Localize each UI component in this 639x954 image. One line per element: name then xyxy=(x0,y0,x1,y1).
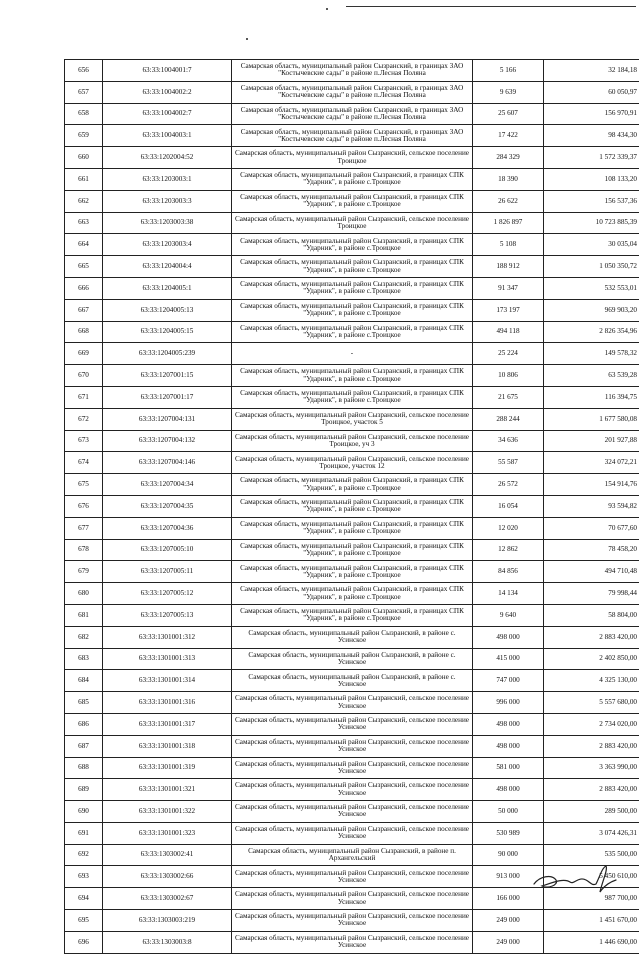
cadastral-number: 63:33:1301001:321 xyxy=(103,779,232,801)
plot-area: 5 108 xyxy=(473,234,544,256)
plot-area: 188 912 xyxy=(473,256,544,278)
row-number: 695 xyxy=(65,910,103,932)
row-number: 688 xyxy=(65,757,103,779)
cadastral-number: 63:33:1301001:314 xyxy=(103,670,232,692)
table-row xyxy=(65,386,639,408)
plot-area: 25 607 xyxy=(473,103,544,125)
row-number: 656 xyxy=(65,60,103,82)
table-row xyxy=(65,670,639,692)
table-row xyxy=(65,168,639,190)
plot-address: Самарская область, муниципальный район Сызранский, сельское поселение Усинское xyxy=(232,692,473,714)
plot-address: Самарская область, муниципальный район Сызранский, в границах СПК "Ударник", в районе с.Троицкое xyxy=(232,277,473,299)
cadastral-cost: 1 677 580,08 xyxy=(544,408,639,430)
cadastral-cost: 987 700,00 xyxy=(544,888,639,910)
row-number: 691 xyxy=(65,822,103,844)
row-number: 692 xyxy=(65,844,103,866)
row-number: 690 xyxy=(65,801,103,823)
cadastral-cost: 4 325 130,00 xyxy=(544,670,639,692)
cadastral-number: 63:33:1203003:1 xyxy=(103,168,232,190)
cadastral-cost: 108 133,20 xyxy=(544,168,639,190)
plot-address: Самарская область, муниципальный район Сызранский, в границах ЗАО "Костычевские сады" в районе п.Лесная Поляна xyxy=(232,81,473,103)
row-number: 665 xyxy=(65,256,103,278)
table-row xyxy=(65,648,639,670)
cadastral-cost: 2 826 354,96 xyxy=(544,321,639,343)
plot-area: 16 054 xyxy=(473,495,544,517)
table-row xyxy=(65,692,639,714)
plot-address: Самарская область, муниципальный район Сызранский, в границах СПК "Ударник", в районе с.Троицкое xyxy=(232,256,473,278)
plot-area: 498 000 xyxy=(473,626,544,648)
table-row xyxy=(65,713,639,735)
table-row xyxy=(65,757,639,779)
row-number: 678 xyxy=(65,539,103,561)
plot-area: 18 390 xyxy=(473,168,544,190)
cadastral-number: 63:33:1301001:318 xyxy=(103,735,232,757)
cadastral-cost: 154 914,76 xyxy=(544,474,639,496)
row-number: 663 xyxy=(65,212,103,234)
cadastral-cost: 93 594,82 xyxy=(544,495,639,517)
row-number: 664 xyxy=(65,234,103,256)
cadastral-cost: 10 723 885,39 xyxy=(544,212,639,234)
row-number: 667 xyxy=(65,299,103,321)
plot-address: Самарская область, муниципальный район Сызранский, сельское поселение Троицкое, уч 3 xyxy=(232,430,473,452)
plot-area: 50 000 xyxy=(473,801,544,823)
plot-area: 91 347 xyxy=(473,277,544,299)
plot-address: Самарская область, муниципальный район Сызранский, сельское поселение Усинское xyxy=(232,866,473,888)
row-number: 696 xyxy=(65,931,103,953)
plot-address: Самарская область, муниципальный район Сызранский, в границах СПК "Ударник", в районе с.Троицкое xyxy=(232,168,473,190)
cadastral-cost: 3 363 990,00 xyxy=(544,757,639,779)
cadastral-cost: 1 572 339,37 xyxy=(544,147,639,169)
plot-area: 17 422 xyxy=(473,125,544,147)
cadastral-cost: 532 553,01 xyxy=(544,277,639,299)
row-number: 689 xyxy=(65,779,103,801)
row-number: 679 xyxy=(65,561,103,583)
cadastral-number: 63:33:1303003:8 xyxy=(103,931,232,953)
cadastral-number: 63:33:1207005:10 xyxy=(103,539,232,561)
cadastral-cost: 5 557 680,00 xyxy=(544,692,639,714)
cadastral-cost: 98 434,30 xyxy=(544,125,639,147)
row-number: 673 xyxy=(65,430,103,452)
plot-address: Самарская область, муниципальный район Сызранский, в границах СПК "Ударник", в районе с.Троицкое xyxy=(232,299,473,321)
cadastral-number: 63:33:1204005:15 xyxy=(103,321,232,343)
cadastral-cost: 1 446 690,00 xyxy=(544,931,639,953)
plot-area: 166 000 xyxy=(473,888,544,910)
cadastral-number: 63:33:1004001:7 xyxy=(103,60,232,82)
plot-address: Самарская область, муниципальный район Сызранский, в границах СПК "Ударник", в районе с.Троицкое xyxy=(232,474,473,496)
cadastral-cost: 156 537,36 xyxy=(544,190,639,212)
cadastral-number: 63:33:1207005:13 xyxy=(103,604,232,626)
table-row xyxy=(65,125,639,147)
plot-area: 581 000 xyxy=(473,757,544,779)
top-rule xyxy=(346,6,636,7)
table-row xyxy=(65,343,639,365)
cadastral-cost: 1 451 670,00 xyxy=(544,910,639,932)
table-row xyxy=(65,931,639,953)
cadastral-number: 63:33:1301001:317 xyxy=(103,713,232,735)
cadastral-number: 63:33:1303003:219 xyxy=(103,910,232,932)
cadastral-cost: 494 710,48 xyxy=(544,561,639,583)
table-row xyxy=(65,822,639,844)
row-number: 661 xyxy=(65,168,103,190)
cadastral-number: 63:33:1301001:312 xyxy=(103,626,232,648)
cadastral-number: 63:33:1301001:313 xyxy=(103,648,232,670)
plot-area: 498 000 xyxy=(473,735,544,757)
cadastral-cost: 2 883 420,00 xyxy=(544,626,639,648)
table-row xyxy=(65,299,639,321)
row-number: 677 xyxy=(65,517,103,539)
plot-address: Самарская область, муниципальный район Сызранский, в границах СПК "Ударник", в районе с.Троицкое xyxy=(232,539,473,561)
table-row xyxy=(65,801,639,823)
row-number: 680 xyxy=(65,583,103,605)
plot-address: Самарская область, муниципальный район Сызранский, в границах СПК "Ударник", в районе с.Троицкое xyxy=(232,561,473,583)
cadastral-number: 63:33:1301001:323 xyxy=(103,822,232,844)
table-row xyxy=(65,430,639,452)
row-number: 686 xyxy=(65,713,103,735)
cadastral-number: 63:33:1301001:319 xyxy=(103,757,232,779)
plot-address: Самарская область, муниципальный район Сызранский, сельское поселение Усинское xyxy=(232,910,473,932)
cadastral-cost: 30 035,04 xyxy=(544,234,639,256)
plot-area: 249 000 xyxy=(473,931,544,953)
plot-address: Самарская область, муниципальный район Сызранский, сельское поселение Троицкое xyxy=(232,147,473,169)
cadastral-number: 63:33:1004002:7 xyxy=(103,103,232,125)
cadastral-cost: 969 903,20 xyxy=(544,299,639,321)
cadastral-number: 63:33:1303002:41 xyxy=(103,844,232,866)
plot-area: 288 244 xyxy=(473,408,544,430)
plot-area: 12 862 xyxy=(473,539,544,561)
table-row xyxy=(65,256,639,278)
row-number: 659 xyxy=(65,125,103,147)
cadastral-cost: 149 578,32 xyxy=(544,343,639,365)
plot-address: Самарская область, муниципальный район Сызранский, в районе с. Усинское xyxy=(232,626,473,648)
plot-address: Самарская область, муниципальный район Сызранский, в границах ЗАО "Костычевские сады" в районе п.Лесная Поляна xyxy=(232,125,473,147)
cadastral-cost: 1 050 350,72 xyxy=(544,256,639,278)
cadastral-number: 63:33:1207004:131 xyxy=(103,408,232,430)
table-row xyxy=(65,408,639,430)
cadastral-number: 63:33:1004003:1 xyxy=(103,125,232,147)
row-number: 687 xyxy=(65,735,103,757)
cadastral-number: 63:33:1207004:34 xyxy=(103,474,232,496)
land-plots-table xyxy=(64,59,639,954)
plot-area: 996 000 xyxy=(473,692,544,714)
plot-area: 9 639 xyxy=(473,81,544,103)
cadastral-cost: 70 677,60 xyxy=(544,517,639,539)
table-body xyxy=(65,60,639,954)
plot-area: 84 856 xyxy=(473,561,544,583)
plot-address: Самарская область, муниципальный район Сызранский, сельское поселение Усинское xyxy=(232,801,473,823)
table-row xyxy=(65,539,639,561)
plot-address: Самарская область, муниципальный район Сызранский, в районе п. Архангельский xyxy=(232,844,473,866)
table-row xyxy=(65,103,639,125)
cadastral-number: 63:33:1207005:11 xyxy=(103,561,232,583)
cadastral-number: 63:33:1303002:67 xyxy=(103,888,232,910)
table-row xyxy=(65,234,639,256)
table-row xyxy=(65,604,639,626)
cadastral-cost: 79 998,44 xyxy=(544,583,639,605)
plot-area: 12 020 xyxy=(473,517,544,539)
plot-area: 90 000 xyxy=(473,844,544,866)
plot-area: 494 118 xyxy=(473,321,544,343)
cadastral-cost: 201 927,88 xyxy=(544,430,639,452)
row-number: 658 xyxy=(65,103,103,125)
row-number: 670 xyxy=(65,365,103,387)
cadastral-number: 63:33:1204005:1 xyxy=(103,277,232,299)
table-row xyxy=(65,474,639,496)
plot-area: 10 806 xyxy=(473,365,544,387)
cadastral-number: 63:33:1202004:52 xyxy=(103,147,232,169)
plot-area: 284 329 xyxy=(473,147,544,169)
table-row xyxy=(65,365,639,387)
plot-area: 25 224 xyxy=(473,343,544,365)
plot-address: Самарская область, муниципальный район Сызранский, в границах СПК "Ударник", в районе с.Троицкое xyxy=(232,190,473,212)
cadastral-number: 63:33:1207001:17 xyxy=(103,386,232,408)
cadastral-number: 63:33:1207001:15 xyxy=(103,365,232,387)
plot-area: 249 000 xyxy=(473,910,544,932)
table-row xyxy=(65,212,639,234)
table-row xyxy=(65,910,639,932)
row-number: 681 xyxy=(65,604,103,626)
table-row xyxy=(65,321,639,343)
cadastral-number: 63:33:1207004:132 xyxy=(103,430,232,452)
plot-address: Самарская область, муниципальный район Сызранский, сельское поселение Усинское xyxy=(232,757,473,779)
cadastral-number: 63:33:1207004:146 xyxy=(103,452,232,474)
cadastral-number: 63:33:1204005:13 xyxy=(103,299,232,321)
cadastral-cost: 60 050,97 xyxy=(544,81,639,103)
cadastral-number: 63:33:1204004:4 xyxy=(103,256,232,278)
cadastral-cost: 63 539,28 xyxy=(544,365,639,387)
table-row xyxy=(65,60,639,82)
row-number: 660 xyxy=(65,147,103,169)
plot-address: Самарская область, муниципальный район Сызранский, сельское поселение Троицкое xyxy=(232,212,473,234)
row-number: 676 xyxy=(65,495,103,517)
table-row xyxy=(65,735,639,757)
table-row xyxy=(65,626,639,648)
row-number: 682 xyxy=(65,626,103,648)
plot-area: 498 000 xyxy=(473,779,544,801)
table-row xyxy=(65,147,639,169)
plot-address: Самарская область, муниципальный район Сызранский, в границах ЗАО "Костычевские сады" в районе п.Лесная Поляна xyxy=(232,60,473,82)
cadastral-number: 63:33:1203003:38 xyxy=(103,212,232,234)
cadastral-number: 63:33:1301001:322 xyxy=(103,801,232,823)
plot-area: 173 197 xyxy=(473,299,544,321)
table-row xyxy=(65,583,639,605)
table-row xyxy=(65,779,639,801)
plot-address: Самарская область, муниципальный район Сызранский, сельское поселение Усинское xyxy=(232,713,473,735)
plot-area: 1 826 897 xyxy=(473,212,544,234)
plot-address: Самарская область, муниципальный район Сызранский, сельское поселение Усинское xyxy=(232,822,473,844)
cadastral-number: 63:33:1203003:3 xyxy=(103,190,232,212)
table-row xyxy=(65,452,639,474)
plot-address: Самарская область, муниципальный район Сызранский, в границах СПК "Ударник", в районе с.Троицкое xyxy=(232,517,473,539)
plot-address: Самарская область, муниципальный район Сызранский, сельское поселение Усинское xyxy=(232,779,473,801)
plot-area: 913 000 xyxy=(473,866,544,888)
plot-area: 9 640 xyxy=(473,604,544,626)
plot-address: Самарская область, муниципальный район Сызранский, в границах СПК "Ударник", в районе с.Троицкое xyxy=(232,495,473,517)
cadastral-number: 63:33:1207004:36 xyxy=(103,517,232,539)
row-number: 672 xyxy=(65,408,103,430)
table-row xyxy=(65,561,639,583)
row-number: 693 xyxy=(65,866,103,888)
plot-area: 530 989 xyxy=(473,822,544,844)
plot-area: 34 636 xyxy=(473,430,544,452)
plot-address: Самарская область, муниципальный район Сызранский, сельское поселение Троицкое, участок 12 xyxy=(232,452,473,474)
cadastral-cost: 2 883 420,00 xyxy=(544,735,639,757)
plot-address: Самарская область, муниципальный район Сызранский, в границах СПК "Ударник", в районе с.Троицкое xyxy=(232,604,473,626)
plot-address: Самарская область, муниципальный район Сызранский, сельское поселение Усинское xyxy=(232,888,473,910)
plot-address: Самарская область, муниципальный район Сызранский, в районе с. Усинское xyxy=(232,648,473,670)
plot-area: 5 166 xyxy=(473,60,544,82)
cadastral-cost: 2 402 850,00 xyxy=(544,648,639,670)
plot-area: 415 000 xyxy=(473,648,544,670)
cadastral-number: 63:33:1207004:35 xyxy=(103,495,232,517)
row-number: 671 xyxy=(65,386,103,408)
row-number: 657 xyxy=(65,81,103,103)
cadastral-number: 63:33:1203003:4 xyxy=(103,234,232,256)
scan-speck xyxy=(326,8,328,10)
row-number: 675 xyxy=(65,474,103,496)
cadastral-number: 63:33:1204005:239 xyxy=(103,343,232,365)
cadastral-number: 63:33:1207005:12 xyxy=(103,583,232,605)
table-row xyxy=(65,517,639,539)
row-number: 662 xyxy=(65,190,103,212)
row-number: 684 xyxy=(65,670,103,692)
plot-area: 14 134 xyxy=(473,583,544,605)
cadastral-cost: 32 184,18 xyxy=(544,60,639,82)
scan-speck xyxy=(246,38,248,40)
plot-address: Самарская область, муниципальный район Сызранский, в границах ЗАО "Костычевские сады" в районе п.Лесная Поляна xyxy=(232,103,473,125)
plot-address: Самарская область, муниципальный район Сызранский, сельское поселение Троицкое, участок 5 xyxy=(232,408,473,430)
cadastral-cost: 324 072,21 xyxy=(544,452,639,474)
plot-area: 26 572 xyxy=(473,474,544,496)
plot-area: 747 000 xyxy=(473,670,544,692)
plot-address: Самарская область, муниципальный район Сызранский, в районе с. Усинское xyxy=(232,670,473,692)
cadastral-cost: 289 500,00 xyxy=(544,801,639,823)
plot-address: Самарская область, муниципальный район Сызранский, в границах СПК "Ударник", в районе с.Троицкое xyxy=(232,583,473,605)
plot-address: Самарская область, муниципальный район Сызранский, в границах СПК "Ударник", в районе с.Троицкое xyxy=(232,234,473,256)
cadastral-cost: 78 458,20 xyxy=(544,539,639,561)
cadastral-cost: 2 734 020,00 xyxy=(544,713,639,735)
plot-area: 26 622 xyxy=(473,190,544,212)
plot-area: 55 587 xyxy=(473,452,544,474)
table-row xyxy=(65,495,639,517)
cadastral-number: 63:33:1303002:66 xyxy=(103,866,232,888)
row-number: 668 xyxy=(65,321,103,343)
cadastral-cost: 535 500,00 xyxy=(544,844,639,866)
table-row xyxy=(65,277,639,299)
row-number: 674 xyxy=(65,452,103,474)
table-row xyxy=(65,81,639,103)
cadastral-cost: 58 804,00 xyxy=(544,604,639,626)
cadastral-cost: 3 074 426,31 xyxy=(544,822,639,844)
cadastral-number: 63:33:1301001:316 xyxy=(103,692,232,714)
plot-address: Самарская область, муниципальный район Сызранский, сельское поселение Усинское xyxy=(232,735,473,757)
handwritten-signature xyxy=(530,862,620,896)
row-number: 683 xyxy=(65,648,103,670)
plot-address: Самарская область, муниципальный район Сызранский, сельское поселение Усинское xyxy=(232,931,473,953)
row-number: 669 xyxy=(65,343,103,365)
cadastral-number: 63:33:1004002:2 xyxy=(103,81,232,103)
plot-address: - xyxy=(232,343,473,365)
cadastral-cost: 156 970,91 xyxy=(544,103,639,125)
cadastral-cost: 5 450 610,00 xyxy=(544,866,639,888)
cadastral-cost: 116 394,75 xyxy=(544,386,639,408)
cadastral-cost: 2 883 420,00 xyxy=(544,779,639,801)
plot-address: Самарская область, муниципальный район Сызранский, в границах СПК "Ударник", в районе с.Троицкое xyxy=(232,321,473,343)
table-row xyxy=(65,190,639,212)
row-number: 685 xyxy=(65,692,103,714)
row-number: 694 xyxy=(65,888,103,910)
plot-address: Самарская область, муниципальный район Сызранский, в границах СПК "Ударник", в районе с.Троицкое xyxy=(232,365,473,387)
plot-area: 498 000 xyxy=(473,713,544,735)
plot-area: 21 675 xyxy=(473,386,544,408)
row-number: 666 xyxy=(65,277,103,299)
plot-address: Самарская область, муниципальный район Сызранский, в границах СПК "Ударник", в районе с.Троицкое xyxy=(232,386,473,408)
